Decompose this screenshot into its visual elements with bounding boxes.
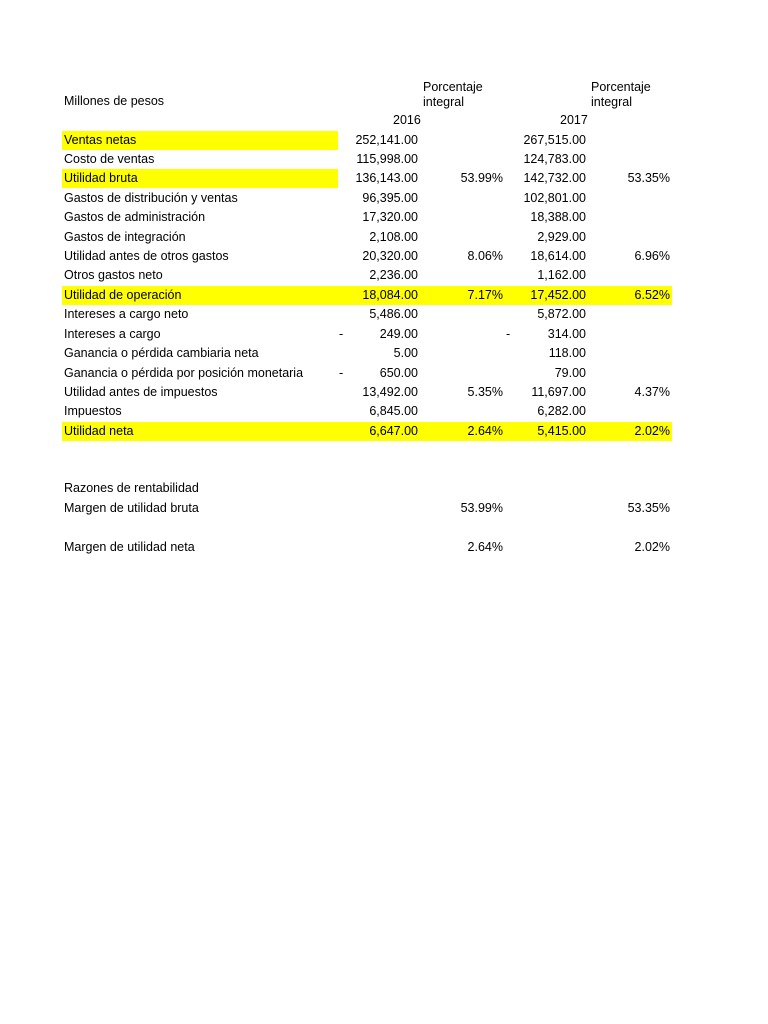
percent-2017: 6.52% (634, 288, 670, 302)
value-2017: 17,452.00 (530, 288, 586, 302)
value-2017: 18,614.00 (530, 249, 586, 263)
ratio-row-gross (62, 499, 674, 518)
value-2016: 20,320.00 (362, 249, 418, 263)
units-label: Millones de pesos (64, 94, 165, 108)
value-2017: 118.00 (548, 346, 586, 360)
row-label: Costo de ventas (64, 152, 155, 166)
value-2017: 2,929.00 (537, 230, 586, 244)
minus-sign-2016: - (339, 366, 344, 380)
value-2016: 5,486.00 (369, 307, 418, 321)
row-label: Ganancia o pérdida cambiaria neta (64, 346, 259, 360)
value-2017: 102,801.00 (523, 191, 586, 205)
table-row (62, 305, 674, 324)
minus-sign-2017: - (506, 327, 511, 341)
pct-header-2016 (423, 80, 483, 110)
year-header-2017: 2017 (560, 113, 588, 127)
value-2016: 6,647.00 (369, 424, 418, 438)
table-row (62, 344, 674, 363)
table-row (62, 286, 674, 305)
row-label: Utilidad bruta (64, 171, 138, 185)
row-label: Intereses a cargo (64, 327, 161, 341)
ratio-2017: 53.35% (627, 501, 670, 515)
value-2016: 2,108.00 (369, 230, 418, 244)
table-row (62, 422, 674, 441)
row-label: Gastos de integración (64, 230, 186, 244)
percent-2017: 6.96% (634, 249, 670, 263)
value-2016: 249.00 (379, 327, 418, 341)
row-label: Otros gastos neto (64, 268, 163, 282)
value-2017: 267,515.00 (523, 133, 586, 147)
ratio-2016: 53.99% (460, 501, 503, 515)
percent-2017: 2.02% (634, 424, 670, 438)
value-2016: 115,998.00 (356, 152, 418, 166)
year-header-2016: 2016 (393, 113, 421, 127)
ratio-row-net (62, 538, 674, 557)
value-2017: 124,783.00 (523, 152, 586, 166)
ratio-label: Margen de utilidad neta (64, 540, 195, 554)
value-2016: 136,143.00 (355, 171, 418, 185)
row-label: Ganancia o pérdida por posición monetaria (64, 366, 304, 380)
value-2016: 252,141.00 (355, 133, 418, 147)
table-row (62, 228, 674, 247)
percent-2016: 8.06% (467, 249, 503, 263)
pct-header-2017 (591, 80, 651, 110)
percent-2016: 5.35% (467, 385, 503, 399)
row-label: Utilidad de operación (64, 288, 182, 302)
value-2016: 5.00 (393, 346, 418, 360)
value-2016: 18,084.00 (362, 288, 418, 302)
value-2017: 6,282.00 (537, 404, 586, 418)
ratio-2017: 2.02% (634, 540, 670, 554)
value-2017: 5,415.00 (537, 424, 586, 438)
table-row (62, 383, 674, 402)
value-2016: 96,395.00 (362, 191, 418, 205)
value-2017: 1,162.00 (537, 268, 586, 282)
row-label: Utilidad antes de impuestos (64, 385, 218, 399)
row-label: Gastos de distribución y ventas (64, 191, 238, 205)
ratios-title: Razones de rentabilidad (64, 481, 199, 495)
percent-2016: 7.17% (467, 288, 503, 302)
ratio-2016: 2.64% (467, 540, 503, 554)
table-row (62, 402, 674, 421)
table-row (62, 325, 674, 344)
pct-header-2017-line1: Porcentaje (591, 80, 651, 94)
value-2017: 5,872.00 (537, 307, 586, 321)
row-label: Utilidad neta (64, 424, 134, 438)
percent-2017: 53.35% (627, 171, 670, 185)
value-2017: 142,732.00 (523, 171, 586, 185)
percent-2017: 4.37% (634, 385, 670, 399)
pct-header-2016-line1: Porcentaje (423, 80, 483, 94)
table-row (62, 189, 674, 208)
row-label: Gastos de administración (64, 210, 206, 224)
table-row (62, 150, 674, 169)
table-row (62, 247, 674, 266)
value-2016: 13,492.00 (362, 385, 418, 399)
value-2016: 2,236.00 (369, 268, 418, 282)
percent-2016: 53.99% (460, 171, 503, 185)
row-label: Utilidad antes de otros gastos (64, 249, 229, 263)
value-2017: 11,697.00 (531, 385, 586, 399)
pct-header-2017-line2: integral (591, 95, 632, 109)
percent-2016: 2.64% (467, 424, 503, 438)
table-row (62, 131, 674, 150)
row-label: Intereses a cargo neto (64, 307, 189, 321)
value-2017: 314.00 (547, 327, 586, 341)
value-2016: 6,845.00 (369, 404, 418, 418)
ratios-title-row (62, 479, 674, 498)
pct-header-2016-line2: integral (423, 95, 464, 109)
value-2017: 18,388.00 (530, 210, 586, 224)
table-row (62, 266, 674, 285)
row-label: Ventas netas (64, 133, 137, 147)
value-2017: 79.00 (554, 366, 586, 380)
value-2016: 650.00 (379, 366, 418, 380)
minus-sign-2016: - (339, 327, 344, 341)
row-label: Impuestos (64, 404, 122, 418)
table-row (62, 364, 674, 383)
ratio-label: Margen de utilidad bruta (64, 501, 199, 515)
value-2016: 17,320.00 (362, 210, 418, 224)
table-row (62, 208, 674, 227)
table-row (62, 169, 674, 188)
